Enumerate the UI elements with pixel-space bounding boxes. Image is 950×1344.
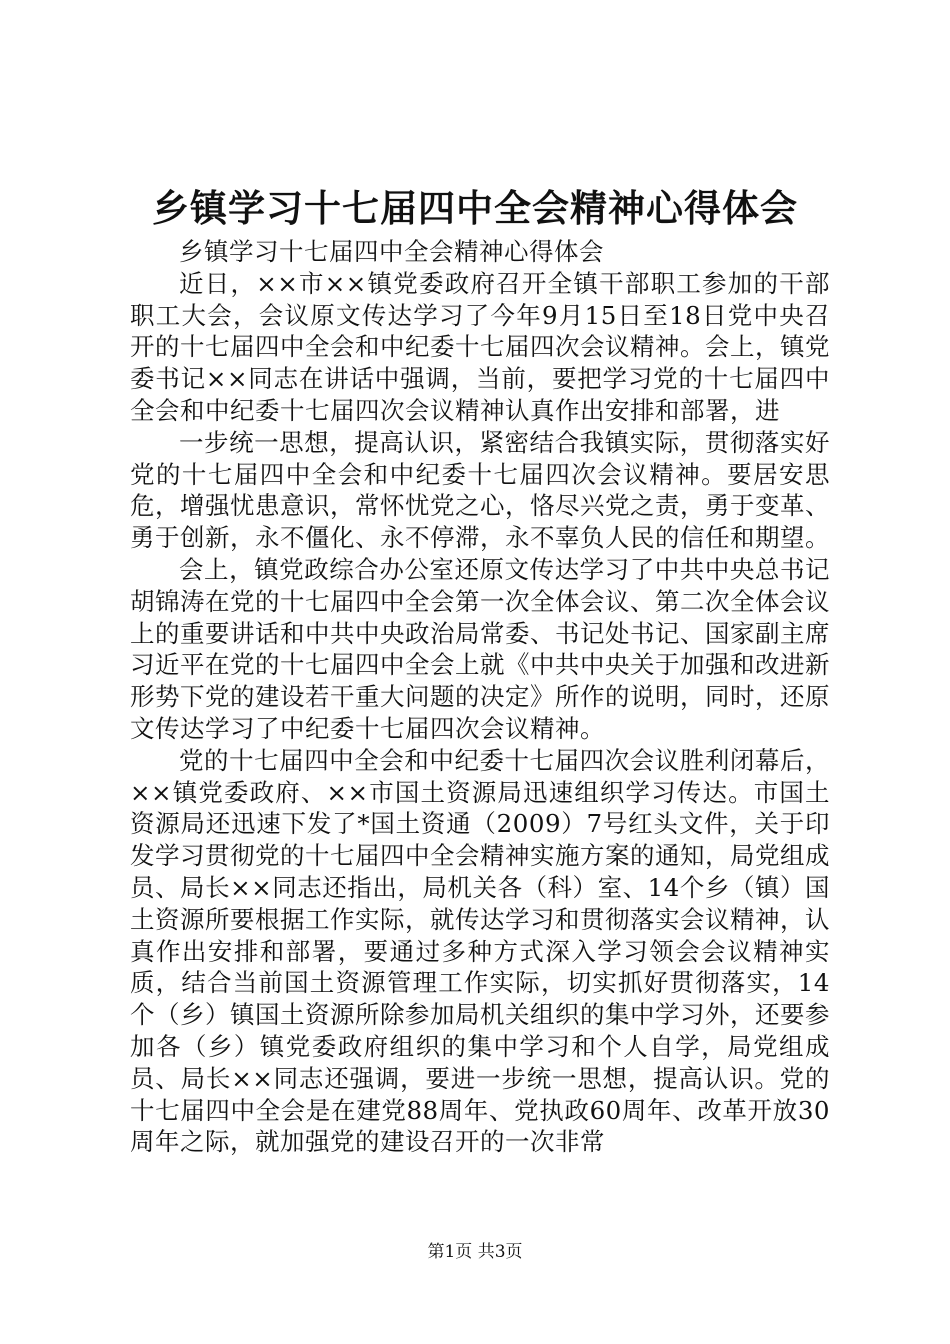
body-paragraph-2: 一步统一思想，提高认识，紧密结合我镇实际，贯彻落实好党的十七届四中全会和中纪委十七届四次会议精神。要居安思危，增强忧患意识，常怀忧党之心，恪尽兴党之责，勇于变革、勇于创新，永不僵化、永不停滞，永不辜负人民的信任和期望。 [130,427,830,553]
page-footer: 第1页 共3页 [427,1242,523,1262]
body-paragraph-1: 近日，××市××镇党委政府召开全镇干部职工参加的干部职工大会，会议原文传达学习了今年9月15日至18日党中央召开的十七届四中全会和中纪委十七届四次会议精神。会上，镇党委书记××同志在讲话中强调，当前，要把学习党的十七届四中全会和中纪委十七届四次会议精神认真作出安排和部署，进 [130,268,830,425]
body-paragraph-3: 会上，镇党政综合办公室还原文传达学习了中共中央总书记胡锦涛在党的十七届四中全会第一次全体会议、第二次全体会议上的重要讲话和中共中央政治局常委、书记处书记、国家副主席习近平在党的十七届四中全会上就《中共中央关于加强和改进新形势下党的建设若干重大问题的决定》所作的说明，同时，还原文传达学习了中纪委十七届四次会议精神。 [130,554,830,743]
body-paragraph-4: 党的十七届四中全会和中纪委十七届四次会议胜利闭幕后，××镇党委政府、××市国土资源局迅速组织学习传达。市国土资源局还迅速下发了*国土资通（2009）7号红头文件，关于印发学习贯彻党的十七届四中全会精神实施方案的通知，局党组成员、局长××同志还指出，局机关各（科）室、14个乡（镇）国土资源所要根据工作实际，就传达学习和贯彻落实会议精神，认真作出安排和部署，要通过多种方式深入学习领会会议精神实质，结合当前国土资源管理工作实际，切实抓好贯彻落实，14个（乡）镇国土资源所除参加局机关组织的集中学习外，还要参加各（乡）镇党委政府组织的集中学习和个人自学，局党组成员、局长××同志还强调，要进一步统一思想，提高认识。党的十七届四中全会是在建党88周年、党执政60周年、改革开放30周年之际，就加强党的建设召开的一次非常 [130,745,830,1157]
subtitle-paragraph: 乡镇学习十七届四中全会精神心得体会 [179,237,604,266]
document-title: 乡镇学习十七届四中全会精神心得体会 [152,186,798,230]
document-body [130,236,830,1158]
